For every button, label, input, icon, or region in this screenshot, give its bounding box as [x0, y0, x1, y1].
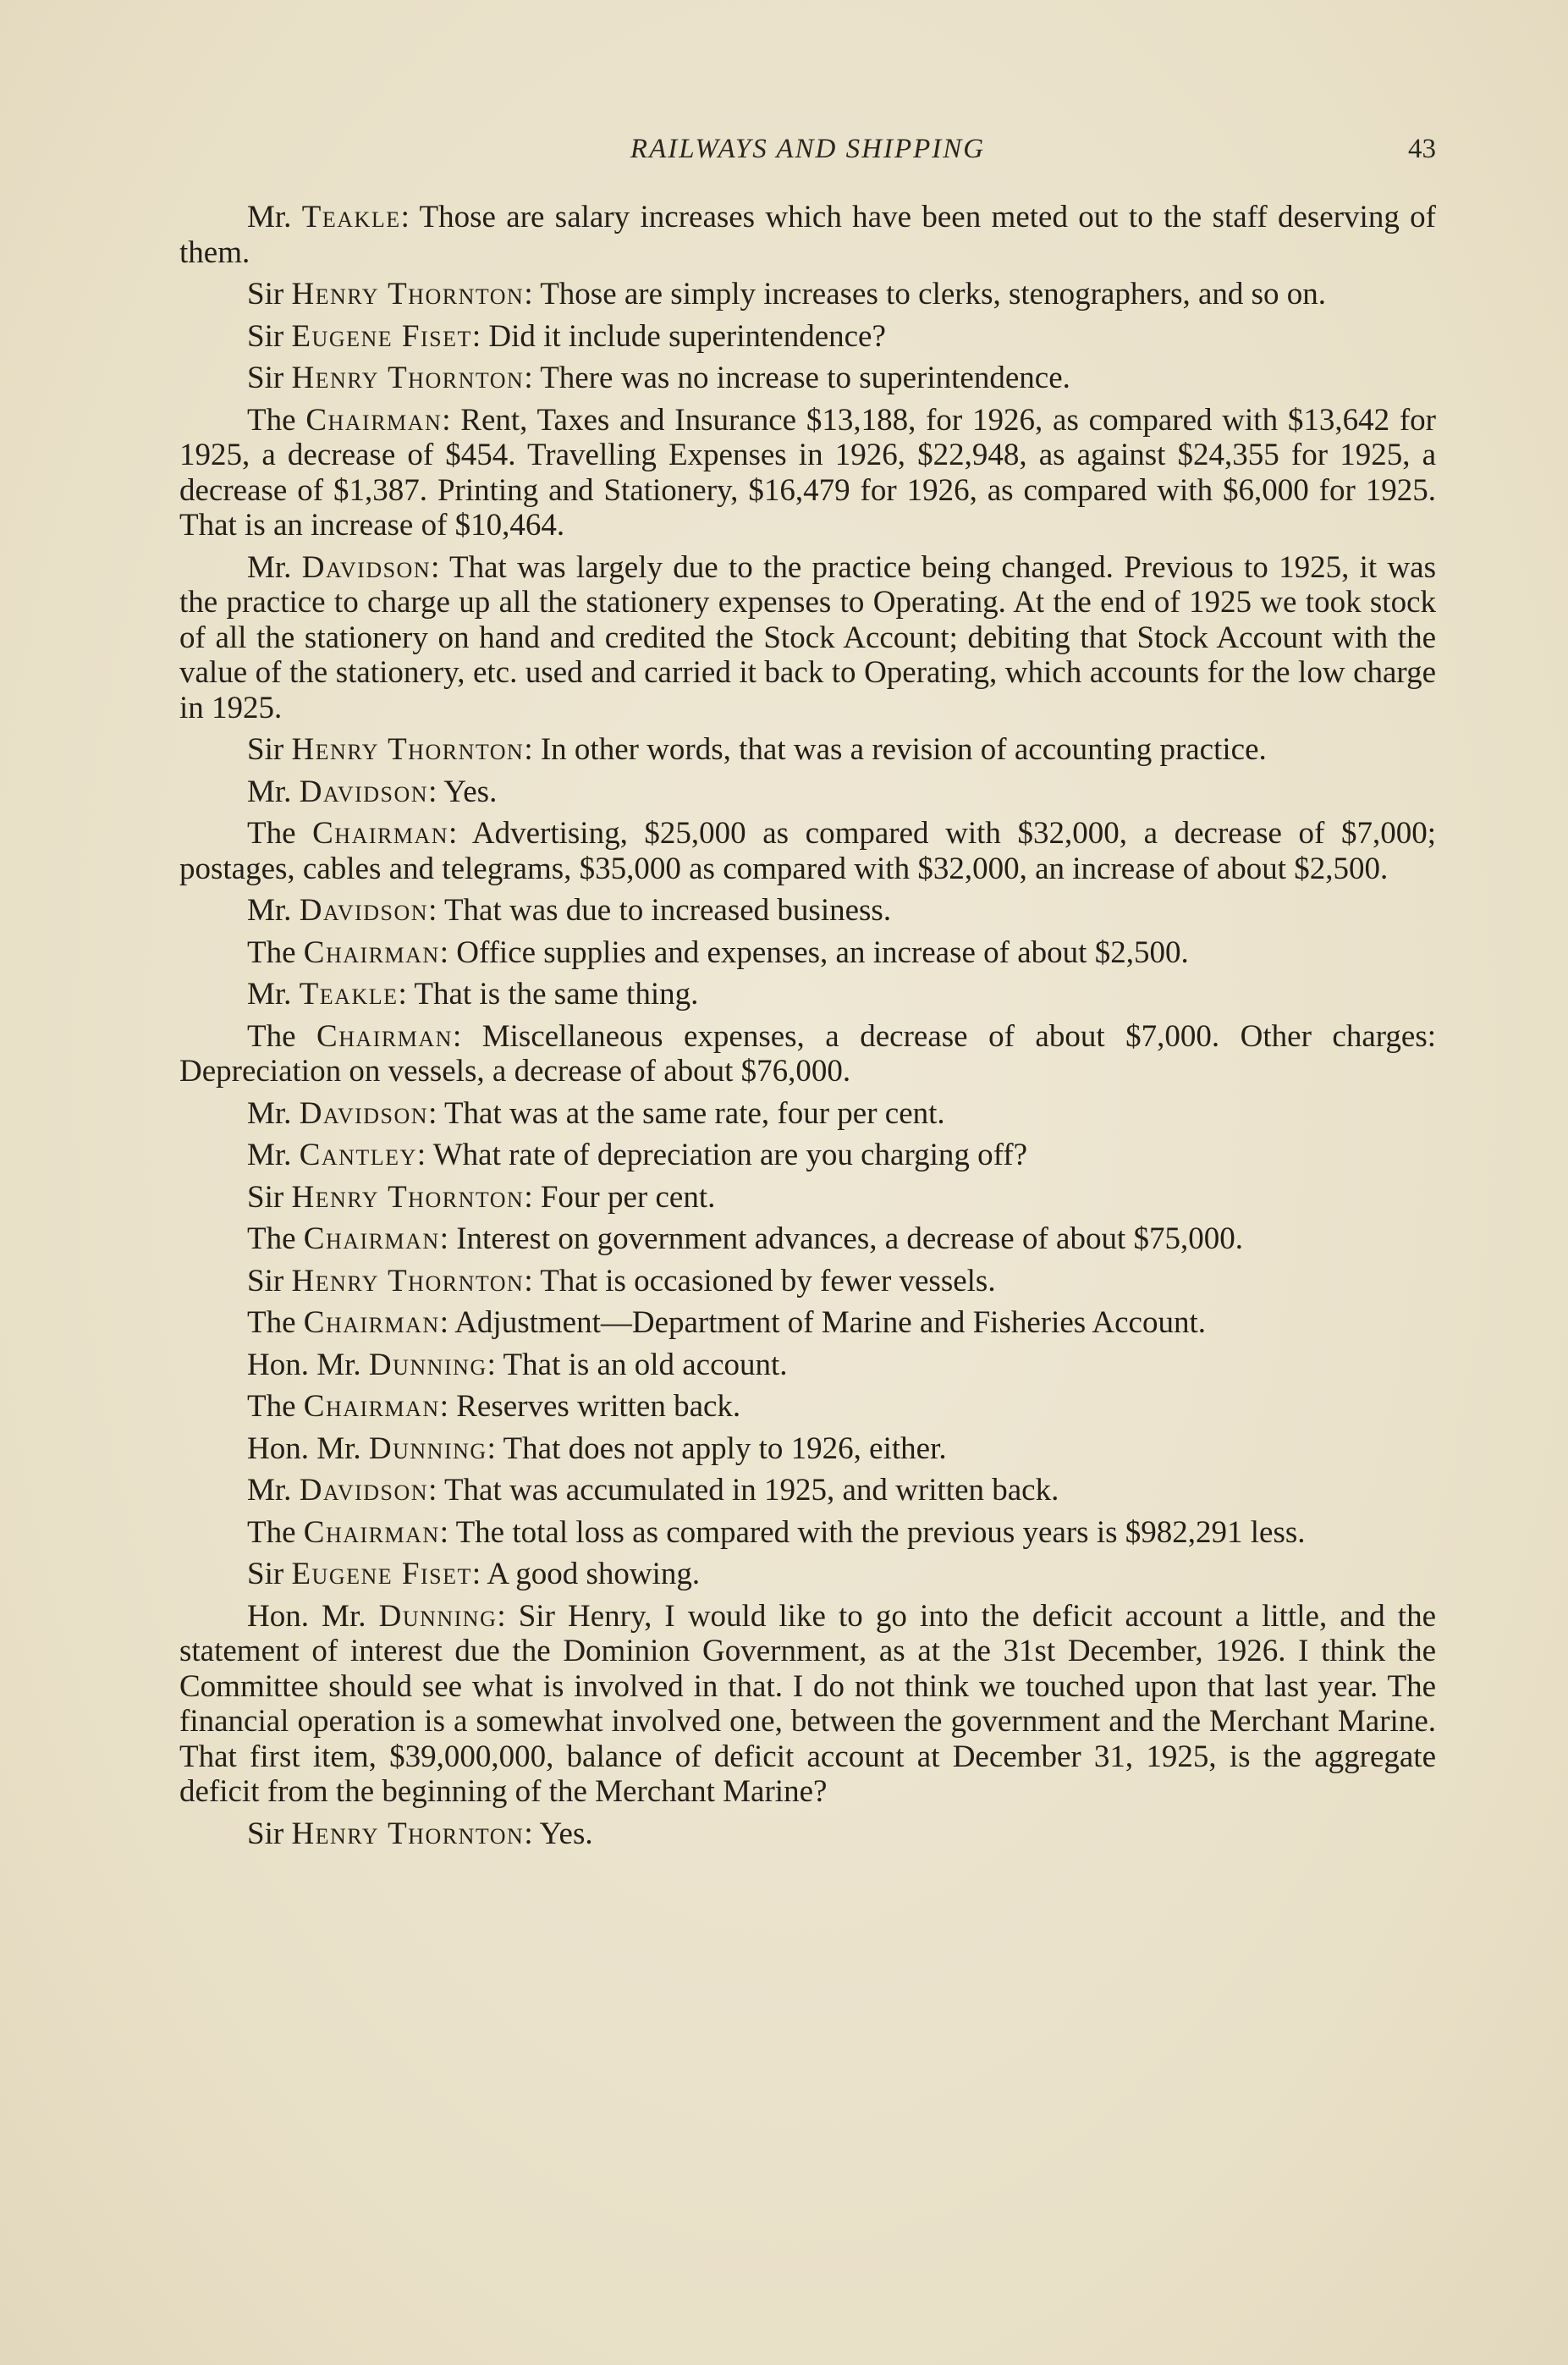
transcript-paragraph: Sir Henry Thornton: Those are simply increases to clerks, stenographers, and so on.: [247, 277, 1327, 311]
speaker-name: Dunning: [368, 1347, 487, 1382]
speaker-name: Chairman: [312, 816, 449, 851]
speaker-prefix: Mr.: [247, 893, 292, 928]
speaker-prefix: Sir: [247, 1557, 284, 1591]
speaker-name: Davidson: [299, 893, 429, 928]
speech-text: Did it include superintendence?: [488, 318, 886, 354]
speaker-prefix: Sir: [247, 732, 284, 767]
speaker-prefix: Mr.: [247, 549, 292, 585]
transcript-paragraph: Sir Eugene Fiset: A good showing.: [247, 1557, 701, 1591]
transcript-paragraph: Sir Henry Thornton: Yes.: [247, 1816, 593, 1851]
speech-text: That does not apply to 1926, either.: [503, 1431, 947, 1466]
transcript-paragraph: The Chairman: Rent, Taxes and Insurance $13,188, for 1926, as compared with $13,642 for 1925, a decrease of $454. Travelling Expenses in 1926, $22,948, as against $24,355 for 1925, a decrease of $1,387. Printing and Stationery, $16,479 for 1926, as compared with $6,000 for 1925. That is an increase of $10,464.: [179, 402, 1437, 543]
speech-text: Reserves written back.: [456, 1389, 741, 1424]
transcript-paragraph: The Chairman: Advertising, $25,000 as compared with $32,000, a decrease of $7,000; postages, cables and telegrams, $35,000 as compared with $32,000, an increase of about $2,500.: [179, 816, 1436, 886]
speaker-name: Henry Thornton: [291, 1179, 525, 1215]
speaker-prefix: The: [247, 1018, 296, 1054]
page-number: 43: [1408, 134, 1436, 164]
speaker-prefix: The: [247, 934, 296, 970]
speech-text: Office supplies and expenses, an increase of about $2,500.: [456, 934, 1189, 970]
speaker-name: Chairman: [305, 402, 443, 438]
speaker-prefix: Sir: [247, 318, 284, 354]
speaker-prefix: Mr.: [247, 774, 292, 809]
speaker-prefix: Mr.: [247, 1473, 292, 1508]
speaker-prefix: Hon. Mr.: [247, 1598, 366, 1634]
transcript-body: [179, 200, 1436, 1858]
speech-text: Interest on government advances, a decrease of about $75,000.: [456, 1221, 1244, 1256]
speaker-prefix: Mr.: [247, 977, 292, 1012]
transcript-paragraph: Mr. Cantley: What rate of depreciation are you charging off?: [247, 1138, 1028, 1172]
speaker-name: Chairman: [303, 1514, 440, 1550]
speech-text: Four per cent.: [540, 1179, 716, 1215]
speaker-name: Dunning: [378, 1598, 498, 1634]
speaker-prefix: Sir: [247, 277, 284, 311]
transcript-paragraph: Sir Henry Thornton: In other words, that was a revision of accounting practice.: [247, 732, 1267, 767]
speaker-name: Chairman: [303, 1221, 440, 1256]
transcript-paragraph: Hon. Mr. Dunning: That does not apply to 1926, either.: [247, 1431, 947, 1466]
speech-text: Advertising, $25,000 as compared with $32,000, a decrease of $7,000; postages, cables and telegrams, $35,000 as compared with $32,000, an increase of about $2,500.: [179, 816, 1436, 886]
speech-text: Rent, Taxes and Insurance $13,188, for 1926, as compared with $13,642 for 1925, a decrease of $454. Travelling Expenses in 1926, $22,948, as against $24,355 for 1925, a decrease of $1,387. Printing and Stationery, $16,479 for 1926, as compared with $6,000 for 1925. That is an increase of $10,464.: [179, 402, 1437, 543]
speaker-prefix: The: [247, 1514, 296, 1550]
speech-text: That was due to increased business.: [443, 893, 892, 928]
speaker-name: Chairman: [303, 1305, 440, 1340]
transcript-paragraph: Mr. Davidson: Yes.: [247, 774, 498, 809]
speech-text: That was largely due to the practice being changed. Previous to 1925, it was the practice to charge up all the stationery expenses to Operating. At the end of 1925 we took stock of all the stationery on hand and credited the Stock Account; debiting that Stock Account with the value of the stationery, etc. used and carried it back to Operating, which accounts for the low charge in 1925.: [179, 549, 1436, 725]
transcript-paragraph: Mr. Davidson: That was due to increased business.: [247, 893, 892, 928]
speaker-prefix: Sir: [247, 1263, 284, 1298]
speech-text: Yes.: [539, 1816, 593, 1851]
speaker-name: Chairman: [316, 1018, 453, 1054]
speech-text: That is an old account.: [503, 1347, 788, 1382]
speech-text: That is the same thing.: [414, 977, 699, 1012]
speaker-name: Davidson: [299, 1473, 429, 1508]
speaker-prefix: Sir: [247, 361, 284, 395]
transcript-paragraph: The Chairman: Miscellaneous expenses, a decrease of about $7,000. Other charges: Depreciation on vessels, a decrease of about $76,000.: [179, 1018, 1436, 1089]
transcript-paragraph: Sir Henry Thornton: That is occasioned by fewer vessels.: [247, 1263, 996, 1298]
speaker-name: Chairman: [303, 1389, 440, 1424]
speaker-name: Davidson: [301, 549, 432, 585]
transcript-paragraph: Hon. Mr. Dunning: Sir Henry, I would like to go into the deficit account a little, and the statement of interest due the Dominion Government, as at the 31st December, 1926. I think the Committee should see what is involved in that. I do not think we touched upon that last year. The financial operation is a somewhat involved one, between the government and the Merchant Marine. That first item, $39,000,000, balance of deficit account at December 31, 1925, is the aggregate deficit from the beginning of the Merchant Marine?: [179, 1598, 1437, 1809]
speaker-name: Henry Thornton: [291, 732, 525, 767]
speaker-name: Henry Thornton: [291, 361, 525, 395]
transcript-paragraph: Mr. Davidson: That was at the same rate, four per cent.: [247, 1095, 945, 1131]
transcript-paragraph: The Chairman: The total loss as compared with the previous years is $982,291 less.: [247, 1514, 1306, 1550]
transcript-paragraph: The Chairman: Adjustment—Department of Marine and Fisheries Account.: [247, 1305, 1206, 1340]
speech-text: That is occasioned by fewer vessels.: [540, 1263, 996, 1298]
transcript-paragraph: Sir Eugene Fiset: Did it include superintendence?: [247, 318, 886, 354]
speaker-prefix: Hon. Mr.: [247, 1431, 361, 1466]
speaker-name: Teakle: [301, 200, 401, 234]
speaker-name: Chairman: [303, 934, 440, 970]
transcript-paragraph: Mr. Davidson: That was accumulated in 1925, and written back.: [247, 1473, 1059, 1508]
transcript-paragraph: Mr. Davidson: That was largely due to the practice being changed. Previous to 1925, it was the practice to charge up all the stationery expenses to Operating. At the end of 1925 we took stock of all the stationery on hand and credited the Stock Account; debiting that Stock Account with the value of the stationery, etc. used and carried it back to Operating, which accounts for the low charge in 1925.: [179, 549, 1436, 725]
running-title: RAILWAYS AND SHIPPING: [630, 134, 986, 164]
speech-text: Sir Henry, I would like to go into the deficit account a little, and the statement of interest due the Dominion Government, as at the 31st December, 1926. I think the Committee should see what is involved in that. I do not think we touched upon that last year. The financial operation is a somewhat involved one, between the government and the Merchant Marine. That first item, $39,000,000, balance of deficit account at December 31, 1925, is the aggregate deficit from the beginning of the Merchant Marine?: [179, 1598, 1437, 1809]
speech-text: That was accumulated in 1925, and written back.: [443, 1473, 1059, 1508]
speaker-name: Teakle: [299, 977, 399, 1012]
speech-text: In other words, that was a revision of accounting practice.: [540, 732, 1267, 767]
speaker-prefix: The: [247, 1221, 296, 1256]
speaker-prefix: The: [247, 816, 296, 851]
speech-text: The total loss as compared with the previous years is $982,291 less.: [455, 1514, 1306, 1550]
speaker-name: Henry Thornton: [291, 277, 525, 311]
speaker-prefix: Hon. Mr.: [247, 1347, 361, 1382]
speaker-name: Dunning: [368, 1431, 487, 1466]
speaker-prefix: Mr.: [247, 1095, 292, 1131]
speaker-name: Cantley: [299, 1138, 417, 1172]
speaker-prefix: The: [247, 402, 296, 438]
speech-text: There was no increase to superintendence.: [540, 361, 1070, 395]
speaker-name: Henry Thornton: [291, 1263, 525, 1298]
transcript-paragraph: Sir Henry Thornton: Four per cent.: [247, 1179, 716, 1215]
transcript-paragraph: The Chairman: Office supplies and expenses, an increase of about $2,500.: [247, 934, 1189, 970]
speaker-prefix: The: [247, 1305, 296, 1340]
speaker-prefix: Sir: [247, 1179, 284, 1215]
running-head: [179, 134, 1436, 176]
transcript-paragraph: The Chairman: Reserves written back.: [247, 1389, 741, 1424]
speech-text: What rate of depreciation are you charging off?: [432, 1138, 1028, 1172]
speaker-prefix: Mr.: [247, 200, 292, 234]
speech-text: A good showing.: [487, 1557, 701, 1591]
transcript-paragraph: The Chairman: Interest on government advances, a decrease of about $75,000.: [247, 1221, 1244, 1256]
speaker-name: Eugene Fiset: [291, 1557, 472, 1591]
transcript-paragraph: Hon. Mr. Dunning: That is an old account.: [247, 1347, 788, 1382]
speech-text: Those are simply increases to clerks, stenographers, and so on.: [540, 277, 1327, 311]
transcript-paragraph: Sir Henry Thornton: There was no increase to superintendence.: [247, 361, 1070, 395]
speaker-name: Henry Thornton: [291, 1816, 525, 1851]
speaker-prefix: The: [247, 1389, 296, 1424]
speech-text: Miscellaneous expenses, a decrease of about $7,000. Other charges: Depreciation on vessels, a decrease of about $76,000.: [179, 1018, 1436, 1089]
transcript-paragraph: Mr. Teakle: That is the same thing.: [247, 977, 699, 1012]
speech-text: Yes.: [443, 774, 498, 809]
transcript-paragraph: Mr. Teakle: Those are salary increases which have been meted out to the staff deserving of them.: [179, 200, 1436, 270]
speaker-name: Davidson: [299, 1095, 429, 1131]
speaker-name: Davidson: [299, 774, 429, 809]
speaker-name: Eugene Fiset: [291, 318, 472, 354]
speech-text: Those are salary increases which have been meted out to the staff deserving of them.: [179, 200, 1436, 270]
speech-text: That was at the same rate, four per cent.: [443, 1095, 945, 1131]
speaker-prefix: Sir: [247, 1816, 284, 1851]
speech-text: Adjustment—Department of Marine and Fisheries Account.: [454, 1305, 1206, 1340]
speaker-prefix: Mr.: [247, 1138, 292, 1172]
